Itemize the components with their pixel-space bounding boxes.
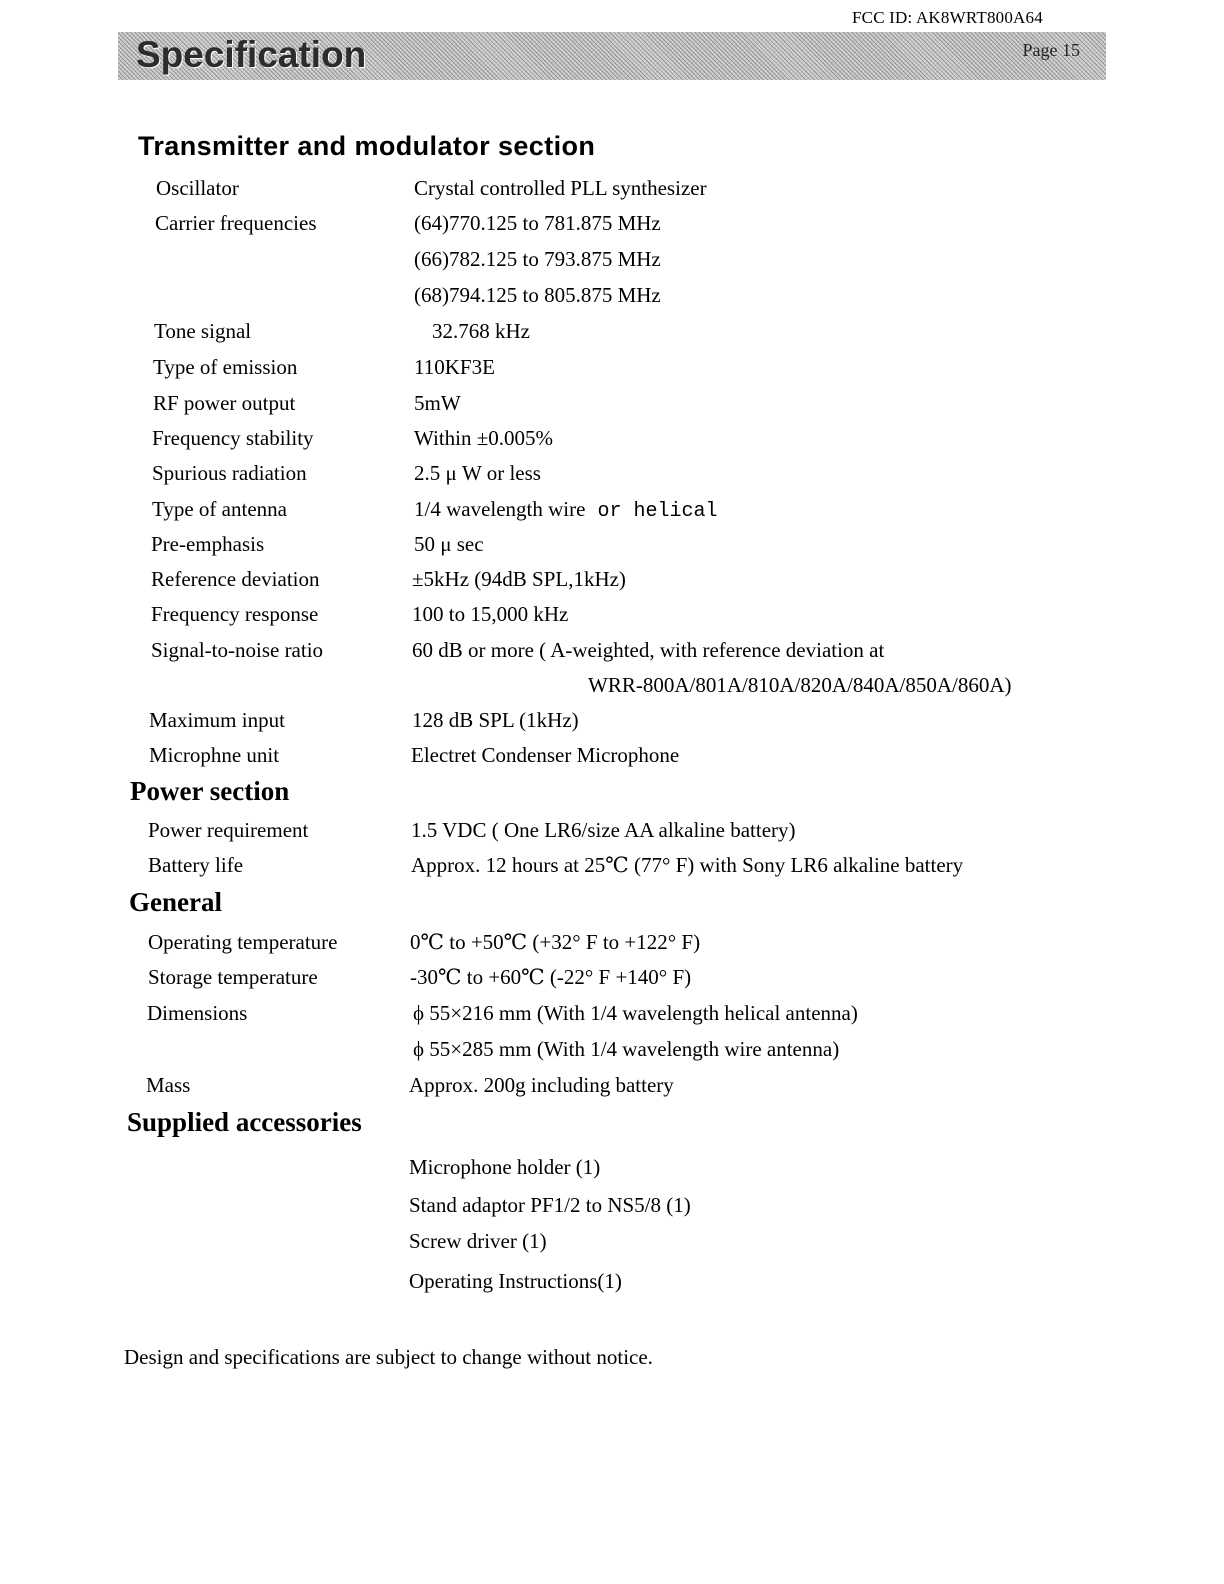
spec-label-ref-deviation: Reference deviation (151, 567, 320, 591)
spec-label-battery-life: Battery life (148, 853, 244, 877)
spec-value-carrier-66: (66)782.125 to 793.875 MHz (414, 247, 661, 271)
spec-label-tone: Tone signal (154, 319, 252, 343)
spec-label-stability: Frequency stability (152, 426, 314, 450)
spec-value-ref-deviation: ±5kHz (94dB SPL,1kHz) (412, 567, 626, 591)
spec-label-storage-temp: Storage temperature (148, 965, 318, 989)
spec-value-dimensions-wire: ϕ 55×285 mm (With 1/4 wavelength wire antenna) (413, 1037, 840, 1061)
spec-value-max-input: 128 dB SPL (1kHz) (412, 708, 579, 732)
spec-value-tone: 32.768 kHz (432, 319, 530, 343)
accessory-item-microphone-holder: Microphone holder (1) (409, 1155, 601, 1179)
spec-label-spurious: Spurious radiation (152, 461, 307, 485)
section-heading-power: Power section (130, 776, 290, 806)
spec-label-max-input: Maximum input (149, 708, 285, 732)
page-number: Page 15 (1022, 40, 1080, 60)
spec-value-stability: Within ±0.005% (414, 426, 554, 450)
spec-value-oscillator: Crystal controlled PLL synthesizer (414, 176, 707, 200)
section-heading-accessories: Supplied accessories (127, 1107, 362, 1137)
spec-value-rf-power: 5mW (414, 391, 461, 415)
accessory-item-operating-instructions: Operating Instructions(1) (409, 1269, 622, 1293)
footnote: Design and specifications are subject to change without notice. (124, 1345, 653, 1369)
spec-value-spurious: 2.5 μ W or less (414, 461, 541, 485)
spec-label-snr: Signal-to-noise ratio (151, 638, 324, 662)
spec-label-freq-response: Frequency response (151, 602, 319, 626)
spec-value-emission: 110KF3E (414, 355, 495, 379)
spec-value-freq-response: 100 to 15,000 kHz (412, 602, 569, 626)
spec-value-mic-unit: Electret Condenser Microphone (411, 743, 680, 767)
spec-label-mic-unit: Microphne unit (149, 743, 280, 767)
spec-value-preemphasis: 50 μ sec (414, 532, 484, 556)
spec-value-snr: 60 dB or more ( A-weighted, with reference deviation at (412, 638, 885, 662)
spec-label-antenna: Type of antenna (152, 497, 287, 521)
fcc-id: FCC ID: AK8WRT800A64 (852, 8, 1043, 27)
spec-value-storage-temp: -30℃ to +60℃ (-22° F +140° F) (410, 965, 692, 989)
spec-value-snr-cont: WRR-800A/801A/810A/820A/840A/850A/860A) (588, 673, 1012, 697)
section-heading-transmitter: Transmitter and modulator section (138, 131, 596, 161)
title-banner (118, 32, 1106, 80)
spec-label-emission: Type of emission (153, 355, 298, 379)
spec-label-preemphasis: Pre-emphasis (151, 532, 265, 556)
spec-value-carrier-68: (68)794.125 to 805.875 MHz (414, 283, 661, 307)
spec-value-dimensions-helical: ϕ 55×216 mm (With 1/4 wavelength helical antenna) (413, 1001, 858, 1025)
spec-value-mass: Approx. 200g including battery (409, 1073, 674, 1097)
accessory-item-screw-driver: Screw driver (1) (409, 1229, 547, 1253)
spec-label-oscillator: Oscillator (156, 176, 239, 200)
spec-value-antenna (414, 497, 717, 524)
spec-label-power-requirement: Power requirement (148, 818, 309, 842)
spec-label-rf-power: RF power output (153, 391, 296, 415)
spec-value-op-temp: 0℃ to +50℃ (+32° F to +122° F) (410, 930, 701, 954)
page-title: Specification (136, 34, 367, 75)
spec-label-mass: Mass (146, 1073, 191, 1097)
spec-label-op-temp: Operating temperature (148, 930, 338, 954)
section-heading-general: General (129, 887, 222, 917)
spec-value-power-requirement: 1.5 VDC ( One LR6/size AA alkaline battery) (411, 818, 796, 842)
spec-value-battery-life: Approx. 12 hours at 25℃ (77° F) with Sony LR6 alkaline battery (411, 853, 964, 877)
spec-label-carrier: Carrier frequencies (155, 211, 317, 235)
spec-value-antenna-main: 1/4 wavelength wire (414, 497, 586, 521)
spec-value-carrier-64: (64)770.125 to 781.875 MHz (414, 211, 661, 235)
spec-value-antenna-suffix: or helical (585, 500, 718, 523)
accessory-item-stand-adaptor: Stand adaptor PF1/2 to NS5/8 (1) (409, 1193, 691, 1217)
spec-label-dimensions: Dimensions (147, 1001, 248, 1025)
